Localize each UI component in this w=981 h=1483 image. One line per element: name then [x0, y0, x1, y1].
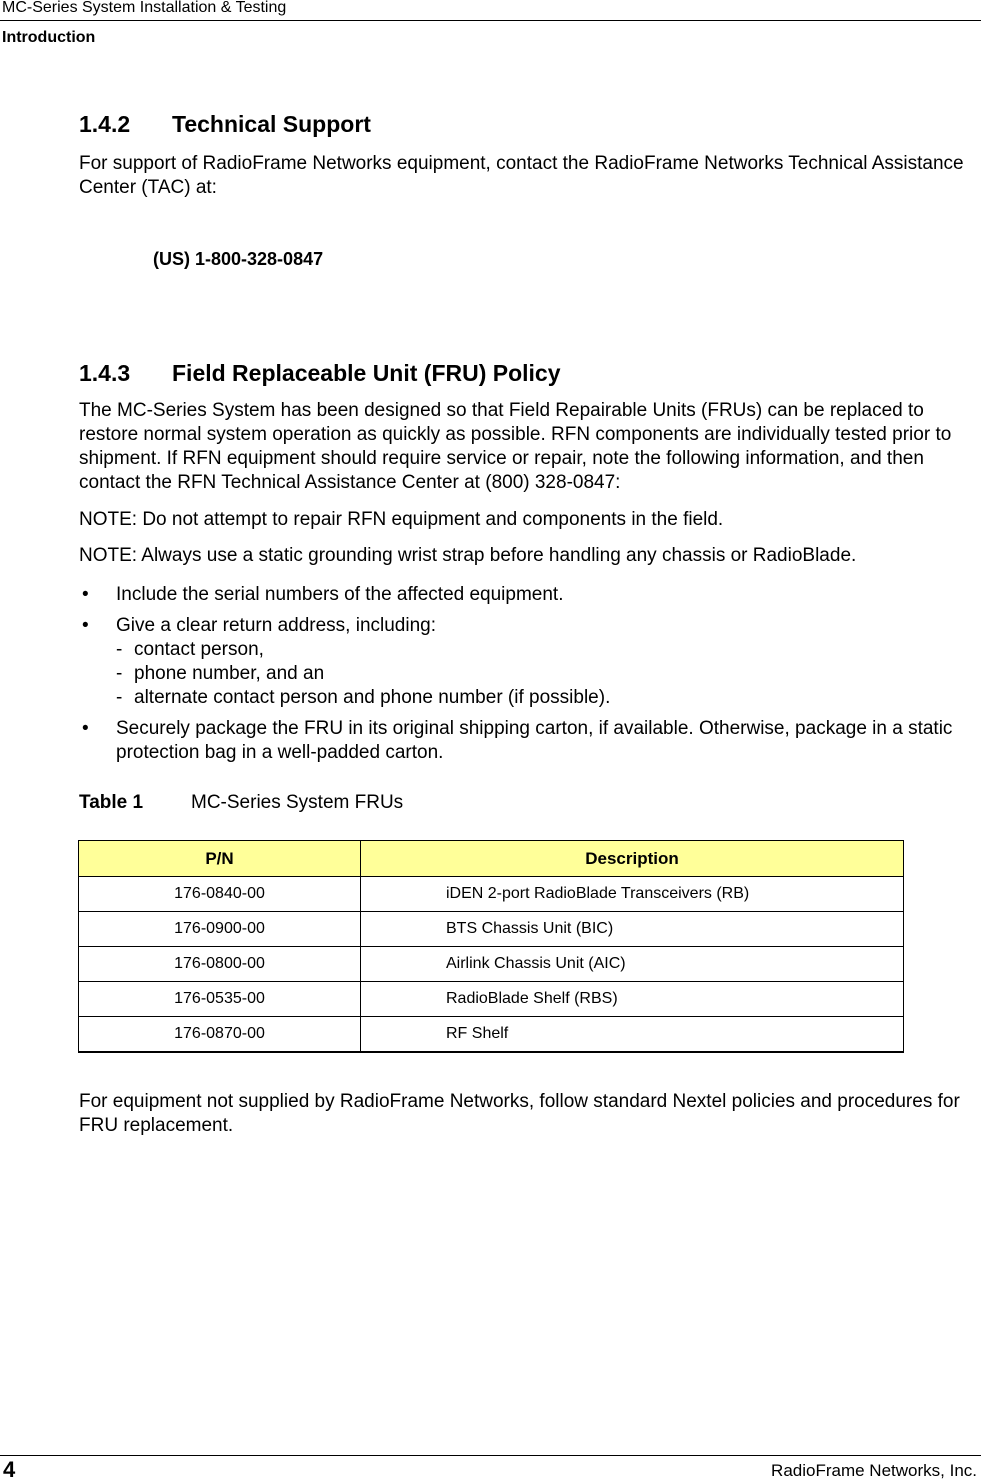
cell-description: RF Shelf	[361, 1017, 904, 1053]
header-rule	[0, 20, 981, 21]
document-title: MC-Series System Installation & Testing	[2, 0, 287, 16]
table-row	[79, 947, 904, 982]
note-do-not-repair: NOTE: Do not attempt to repair RFN equipment and components in the field.	[79, 509, 724, 530]
list-item-text	[116, 614, 969, 710]
list-item	[79, 583, 969, 607]
cell-description: Airlink Chassis Unit (AIC)	[361, 947, 904, 982]
table-row	[79, 912, 904, 947]
cell-pn: 176-0535-00	[79, 982, 361, 1017]
list-item-text: Include the serial numbers of the affected equipment.	[116, 584, 564, 605]
table-header-row	[79, 841, 904, 877]
sub-item-phone-number: - phone number, and an	[116, 663, 325, 684]
section-name: Introduction	[2, 29, 96, 46]
table-row	[79, 877, 904, 912]
table-caption	[79, 792, 403, 814]
fru-table	[78, 840, 904, 1053]
list-item	[79, 717, 969, 765]
bullet-icon: •	[82, 584, 89, 605]
column-header-pn: P/N	[79, 841, 361, 877]
list-item	[79, 614, 969, 710]
note-wrist-strap: NOTE: Always use a static grounding wrist strap before handling any chassis or RadioBlade.	[79, 545, 857, 566]
cell-pn: 176-0800-00	[79, 947, 361, 982]
page-number: 4	[3, 1457, 16, 1482]
bullet-icon: •	[82, 718, 89, 739]
closing-paragraph: For equipment not supplied by RadioFrame Networks, follow standard Nextel policies and procedures for FRU replacement.	[79, 1091, 960, 1136]
table-row	[79, 1017, 904, 1053]
dash-icon: -	[116, 663, 123, 684]
table-row	[79, 982, 904, 1017]
company-name: RadioFrame Networks, Inc.	[771, 1461, 977, 1480]
table-caption-number: Table 1	[79, 792, 144, 813]
heading-fru-policy	[79, 360, 561, 387]
table-caption-title: MC-Series System FRUs	[191, 792, 404, 813]
cell-pn: 176-0870-00	[79, 1017, 361, 1053]
list-item-text: Securely package the FRU in its original shipping carton, if available. Otherwise, package in a static protection bag in a well-padded carton.	[116, 718, 953, 763]
sub-item-alternate-contact: - alternate contact person and phone number (if possible).	[116, 687, 611, 708]
bullet-icon: •	[82, 615, 89, 636]
cell-description: RadioBlade Shelf (RBS)	[361, 982, 904, 1017]
tac-phone-number: (US) 1-800-328-0847	[153, 249, 324, 269]
cell-description: BTS Chassis Unit (BIC)	[361, 912, 904, 947]
heading-number: 1.4.3	[79, 360, 131, 386]
dash-icon: -	[116, 687, 123, 708]
column-header-description: Description	[361, 841, 904, 877]
cell-pn: 176-0840-00	[79, 877, 361, 912]
footer-rule	[0, 1455, 981, 1456]
dash-icon: -	[116, 639, 123, 660]
sub-item-contact-person: - contact person,	[116, 639, 264, 660]
heading-title: Technical Support	[172, 111, 371, 137]
heading-technical-support	[79, 111, 371, 138]
cell-description: iDEN 2-port RadioBlade Transceivers (RB)	[361, 877, 904, 912]
heading-title: Field Replaceable Unit (FRU) Policy	[172, 360, 561, 386]
list-item-lead: Give a clear return address, including:	[116, 615, 436, 636]
cell-pn: 176-0900-00	[79, 912, 361, 947]
tech-support-paragraph: For support of RadioFrame Networks equipment, contact the RadioFrame Networks Technical Assistance Center (TAC) at:	[79, 153, 964, 198]
heading-number: 1.4.2	[79, 111, 131, 137]
fru-policy-paragraph: The MC-Series System has been designed so that Field Repairable Units (FRUs) can be replaced to restore normal system operation as quickly as possible. RFN components are individually tested prior to shipment. If RFN equipment should require service or repair, note the following information, and then contact the RFN Technical Assistance Center at (800) 328-0847:	[79, 400, 952, 493]
